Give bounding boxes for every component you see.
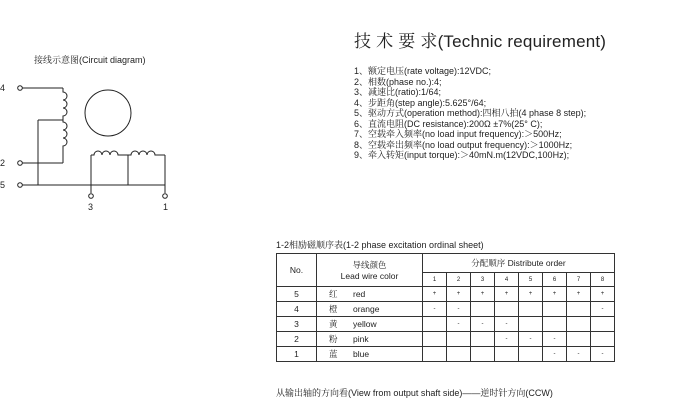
step-header: 6 [543, 273, 567, 287]
step-header: 7 [567, 273, 591, 287]
wire-color-en: yellow [353, 319, 377, 329]
requirement-item: 1、额定电压(rate voltage):12VDC; [354, 66, 492, 76]
step-mark [495, 347, 519, 362]
requirement-list [354, 66, 586, 161]
step-mark: - [471, 317, 495, 332]
step-mark [543, 302, 567, 317]
pin-label-3: 3 [88, 202, 94, 212]
pin-label-4: 4 [0, 83, 6, 93]
step-header: 1 [423, 273, 447, 287]
header-lead-wire [317, 254, 423, 287]
step-mark: + [471, 287, 495, 302]
step-header: 5 [519, 273, 543, 287]
wire-color-cn: 橙 [329, 304, 338, 314]
step-mark [567, 317, 591, 332]
step-mark: - [447, 317, 471, 332]
tech-requirement-title: 技 术 要 求(Technic requirement) [354, 32, 607, 51]
pin-label-2: 2 [0, 158, 6, 168]
circuit-diagram [0, 70, 200, 220]
wire-color [317, 287, 423, 302]
step-mark: - [543, 332, 567, 347]
wire-no: 2 [277, 332, 317, 347]
header-no: No. [277, 254, 317, 287]
wire-color [317, 317, 423, 332]
requirement-item: 6、直流电阻(DC resistance):200Ω ±7%(25° C); [354, 118, 543, 129]
wire-color-en: blue [353, 349, 370, 359]
step-mark [471, 347, 495, 362]
step-mark: - [495, 317, 519, 332]
step-mark [471, 332, 495, 347]
wire-no: 5 [277, 287, 317, 302]
step-mark [567, 332, 591, 347]
step-mark: - [543, 347, 567, 362]
pin-label-1: 1 [163, 202, 169, 212]
step-mark [519, 347, 543, 362]
step-mark: + [519, 287, 543, 302]
excitation-table-title: 1-2相励磁顺序表(1-2 phase excitation ordinal sheet) [276, 240, 484, 250]
requirement-item: 2、相数(phase no.):4; [354, 76, 442, 87]
requirement-item: 7、空载牵入频率(no load input frequency):＞500Hz; [354, 129, 562, 139]
requirement-item: 8、空载牵出频率(no load output frequency):＞1000Hz; [354, 139, 573, 150]
step-mark: + [423, 287, 447, 302]
wire-color [317, 302, 423, 317]
requirement-item: 9、牵入转矩(input torque):＞40mN.m(12VDC,100Hz); [354, 150, 570, 160]
step-mark [591, 332, 615, 347]
table-row [277, 302, 615, 317]
step-mark: + [591, 287, 615, 302]
header-lead-wire-cn: 导线颜色 [352, 260, 387, 270]
step-mark: - [567, 347, 591, 362]
wire-no: 1 [277, 347, 317, 362]
step-mark: + [495, 287, 519, 302]
step-header: 4 [495, 273, 519, 287]
step-mark [567, 302, 591, 317]
wire-color-en: orange [353, 304, 380, 314]
wire-no: 4 [277, 302, 317, 317]
wire-color-cn: 黄 [329, 319, 338, 329]
table-row [277, 332, 615, 347]
table-row [277, 347, 615, 362]
step-mark [471, 302, 495, 317]
wire-color-cn: 蓝 [329, 349, 338, 359]
step-header: 3 [471, 273, 495, 287]
step-mark: + [543, 287, 567, 302]
wire-color-cn: 红 [329, 289, 338, 299]
step-mark [423, 347, 447, 362]
table-row [277, 287, 615, 302]
step-mark: - [423, 302, 447, 317]
step-mark: + [567, 287, 591, 302]
step-mark: - [591, 347, 615, 362]
step-mark [447, 347, 471, 362]
requirement-item: 4、步距角(step angle):5.625°/64; [354, 97, 487, 108]
step-mark [543, 317, 567, 332]
pin-label-5: 5 [0, 180, 6, 190]
step-header: 8 [591, 273, 615, 287]
step-mark [591, 317, 615, 332]
wire-color-cn: 粉 [329, 334, 338, 344]
step-mark [495, 302, 519, 317]
step-mark: + [447, 287, 471, 302]
wire-no: 3 [277, 317, 317, 332]
requirement-item: 3、减速比(ratio):1/64; [354, 87, 442, 97]
wire-color-en: pink [353, 334, 369, 344]
wire-color-en: red [353, 289, 366, 299]
step-mark [423, 317, 447, 332]
step-mark: - [519, 332, 543, 347]
header-lead-wire-en: Lead wire color [340, 271, 399, 281]
step-mark: - [447, 302, 471, 317]
wire-color [317, 347, 423, 362]
step-header: 2 [447, 273, 471, 287]
step-mark: - [495, 332, 519, 347]
step-mark [447, 332, 471, 347]
step-mark [519, 317, 543, 332]
table-row [277, 317, 615, 332]
requirement-item: 5、驱动方式(operation method):四相八拍(4 phase 8 step); [354, 108, 587, 118]
step-mark [519, 302, 543, 317]
circuit-diagram-title: 接线示意图(Circuit diagram) [34, 55, 146, 65]
excitation-sequence-table [276, 253, 615, 362]
header-distribute-order: 分配顺序 Distribute order [423, 254, 615, 273]
step-mark: - [591, 302, 615, 317]
view-direction-note: 从输出轴的方向看(View from output shaft side)——逆时针方向(CCW) [276, 388, 553, 398]
wire-color [317, 332, 423, 347]
step-mark [423, 332, 447, 347]
